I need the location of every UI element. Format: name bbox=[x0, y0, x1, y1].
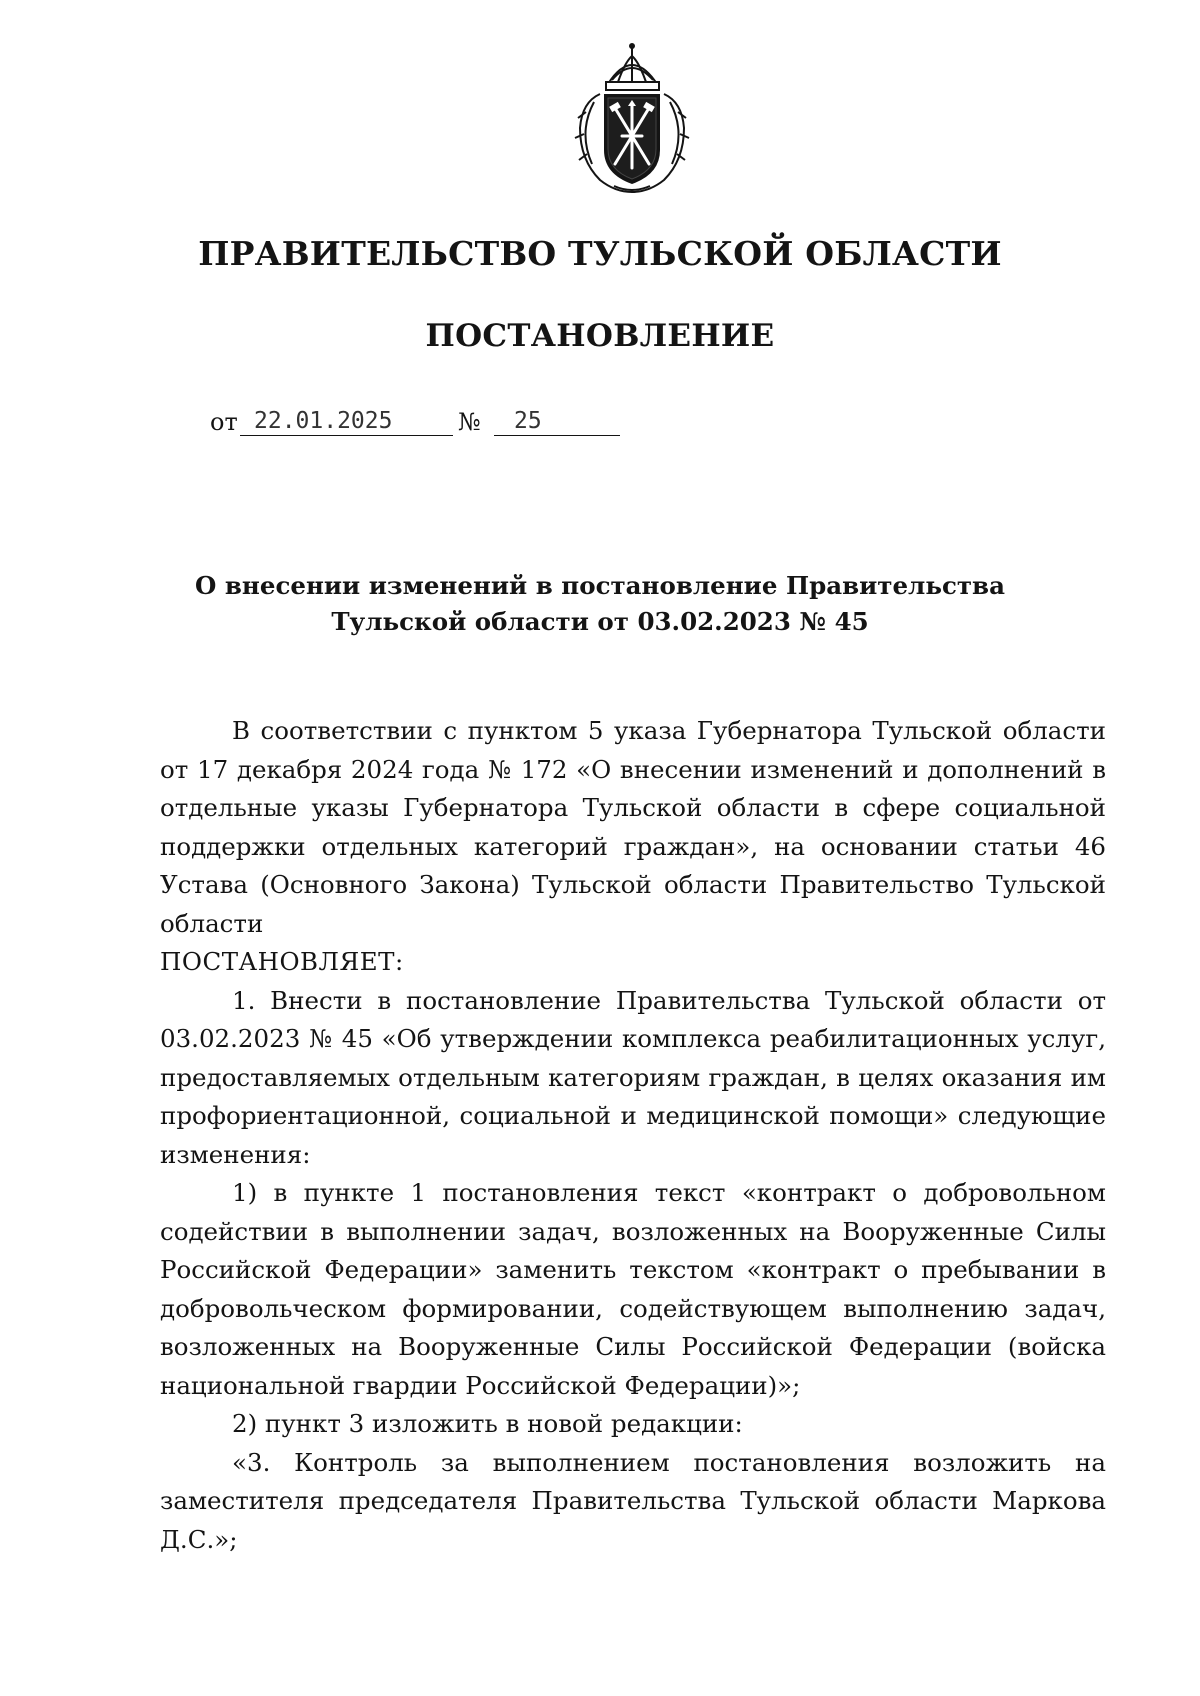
item-1-paragraph: 1. Внести в постановление Правительства Тульской области от 03.02.2023 № 45 «Об утверждении комплекса реабилитационных услуг, предоставляемых отдельным категориям граждан, в целях оказания им профориентационной, социальной и медицинской помощи» следующие изменения: bbox=[160, 985, 1106, 1169]
registration-number: 25 bbox=[494, 408, 620, 436]
subitem-1-paragraph: 1) в пункте 1 постановления текст «контракт о добровольном содействии в выполнении задач, возложенных на Вооруженные Силы Российской Федерации» заменить текстом «контракт о пребывании в добровольческом формировании, содействующем выполнению задач, возложенных на Вооруженные Силы Российской Федерации (войска национальной гвардии Российской Федерации)»; bbox=[160, 1178, 1106, 1400]
document-type-title: ПОСТАНОВЛЕНИЕ bbox=[425, 318, 775, 354]
preamble-paragraph: В соответствии с пунктом 5 указа Губернатора Тульской области от 17 декабря 2024 года № 172 «О внесении изменений и дополнений в отдельные указы Губернатора Тульской области в сфере социальной поддержки отдельных категорий граждан», на основании статьи 46 Устава (Основного Закона) Тульской области Правительство Тульской области bbox=[160, 716, 1106, 938]
registration-line bbox=[210, 408, 710, 440]
registration-date: 22.01.2025 bbox=[240, 408, 453, 436]
subject-line-1: О внесении изменений в постановление Правительства bbox=[195, 571, 1005, 600]
tula-oblast-coat-of-arms-icon bbox=[570, 42, 695, 194]
document-body bbox=[160, 712, 1106, 1559]
document-subject bbox=[0, 568, 1200, 640]
subitem-2-quote-paragraph: «3. Контроль за выполнением постановления возложить на заместителя председателя Правительства Тульской области Маркова Д.С.»; bbox=[160, 1447, 1106, 1554]
subject-line-2: Тульской области от 03.02.2023 № 45 bbox=[331, 607, 869, 636]
subitem-2-paragraph: 2) пункт 3 изложить в новой редакции: bbox=[232, 1409, 743, 1438]
date-prefix: от bbox=[210, 408, 238, 436]
resolves-keyword: ПОСТАНОВЛЯЕТ: bbox=[160, 947, 404, 976]
number-prefix: № bbox=[458, 408, 481, 436]
organization-title: ПРАВИТЕЛЬСТВО ТУЛЬСКОЙ ОБЛАСТИ bbox=[198, 234, 1002, 273]
